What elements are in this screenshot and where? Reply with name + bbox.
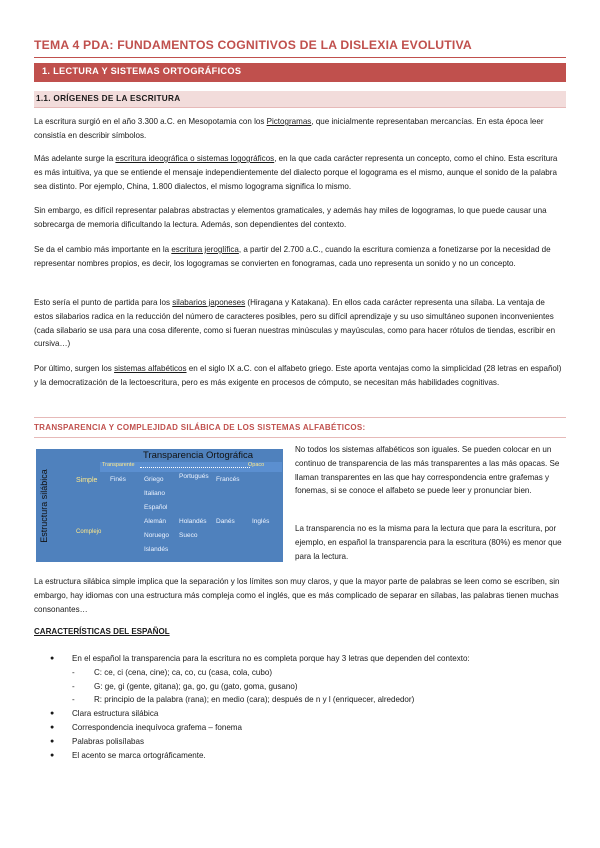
- list-item: ● El acento se marca ortográficamente.: [50, 749, 570, 763]
- text: Esto sería el punto de partida para los: [34, 298, 173, 307]
- list-item-text: En el español la transparencia para la escritura no es completa porque hay 3 letras que dependen del contexto:: [72, 654, 470, 663]
- language-label: Danés: [216, 518, 235, 525]
- language-label: Español: [144, 504, 168, 511]
- underlined-term: sistemas alfabéticos: [114, 364, 187, 373]
- underlined-term: Pictogramas: [266, 117, 312, 126]
- text: Por último, surgen los: [34, 364, 115, 373]
- paragraph-dificultades: Sin embargo, es difícil representar palabras abstractas y elementos gramaticales, y además hay miles de logogramas, lo que puede causar una sobrecarga de memoria dificultando la lectura. Además, son dependientes del contexto.: [34, 206, 547, 229]
- paragraph-alfabeticos: [34, 362, 566, 390]
- figure-label-complejo: Complejo: [76, 529, 102, 535]
- text: Más adelante surge la: [34, 154, 116, 163]
- list-item: [50, 652, 570, 707]
- sub-list-item: - R: principio de la palabra (rana); en medio (cara); después de n y l (enriquecer, alrededor): [72, 693, 570, 707]
- text: en el siglo IX a.C. con el alfabeto griego. Este aporta ventajas como la simplicidad (28 letras en español) y la democratización de la lectoescritura, pero es más exigente en procesos de cómputo, se necesitan más habilidades cognitivas.: [34, 364, 562, 387]
- underlined-term: escritura jeroglífica: [171, 245, 239, 254]
- language-label: Islandés: [144, 546, 169, 553]
- text: (Hiragana y Katakana). En ellos cada carácter representa una sílaba. La ventaja de estos silabarios radica en la reducción del número de caracteres posibles, pero su difícil aprendizaje y su uso simultáneo suponen inconvenientes (cada silabario se usa para una cosa diferente, como si fueran nuestras minúsculas y mayúsculas, como para hacer rótulos de tiendas, escribir en cursiva…): [34, 298, 556, 349]
- heading-divider-bottom: [34, 437, 566, 438]
- sub-list: [72, 666, 570, 707]
- language-label: Sueco: [179, 532, 198, 539]
- language-label: Italiano: [144, 490, 165, 497]
- paragraph-jeroglifica: [34, 243, 566, 271]
- text: , a partir del 2.700 a.C., cuando la escritura comienza a fonetizarse por la necesidad de representar nombres propios, es decir, los logogramas se convierten en fonogramas, cada uno representa un sonido y no un concepto.: [34, 245, 551, 268]
- paragraph-pictogramas: [34, 115, 566, 143]
- heading-divider-top: [34, 417, 566, 418]
- section-title: 1. LECTURA Y SISTEMAS ORTOGRÁFICOS: [42, 66, 242, 76]
- language-label: Francés: [216, 476, 240, 483]
- paragraph-estructura-silabica: La estructura silábica simple implica que la separación y los límites son muy claros, y que la mayor parte de palabras se leen como se escriben, sin embargo, hay idiomas con una estructura más compleja como el inglés, que es más complicado de separar en sílabas, las palabras tienen muchas consonantes…: [34, 577, 560, 614]
- figure-label-opaco: Opaco: [248, 462, 265, 468]
- sub-list-item: - C: ce, ci (cena, cine); ca, co, cu (casa, cola, cubo): [72, 666, 570, 680]
- text: , que inicialmente representaban mercancías. En esta época leer consistía en describir símbolos.: [34, 117, 544, 140]
- subsection-header: [34, 91, 566, 108]
- list-item: ● Clara estructura silábica: [50, 707, 570, 721]
- list-item: ● Correspondencia inequívoca grafema – fonema: [50, 721, 570, 735]
- characteristics-list: [50, 652, 570, 762]
- figure-vertical-label: Estructura silábica: [39, 469, 49, 543]
- paragraph-transparencia-escritura: La transparencia no es la misma para la lectura que para la escritura, por ejemplo, en español la transparencia para la escritura (80%) es menor que para la lectura.: [295, 524, 562, 561]
- subsection-title: 1.1. ORÍGENES DE LA ESCRITURA: [36, 94, 181, 103]
- underlined-term: silabarios japoneses: [172, 298, 246, 307]
- language-label: Noruego: [144, 532, 169, 539]
- paragraph-transparencia: No todos los sistemas alfabéticos son iguales. Se pueden colocar en un continuo de transparencia de las más transparentes a las más opacas. Se llaman transparentes en las que hay correspondencia entre grafemas y fonemas, si se conoce el alfabeto se puede leer y pronunciar bien.: [295, 445, 560, 496]
- figure-title: Transparencia Ortográfica: [143, 450, 254, 461]
- paragraph-ideografica: [34, 152, 566, 193]
- figure-label-transparente: Transparente: [102, 462, 135, 468]
- text: La escritura surgió en el año 3.300 a.C. en Mesopotamia con los: [34, 117, 267, 126]
- text: Se da el cambio más importante en la: [34, 245, 172, 254]
- language-label: Portugués: [179, 473, 209, 480]
- language-label: Holandés: [179, 518, 207, 525]
- section-header: [34, 63, 566, 82]
- section-heading-transparencia: TRANSPARENCIA Y COMPLEJIDAD SILÁBICA DE LOS SISTEMAS ALFABÉTICOS:: [34, 423, 366, 432]
- characteristics-title: CARACTERÍSTICAS DEL ESPAÑOL: [34, 627, 170, 636]
- text: , en la que cada carácter representa un concepto, como el chino. Esta escritura es más intuitiva, ya que se entiende el mensaje independientemente del dialecto porque el logograma es el mismo, aunque el sonido de la palabra sea distinto. Por ejemplo, China, 1.800 dialectos, el mismo logograma significa lo mismo.: [34, 154, 558, 191]
- figure-label-simple: Simple: [76, 477, 98, 484]
- document-title: TEMA 4 PDA: FUNDAMENTOS COGNITIVOS DE LA DISLEXIA EVOLUTIVA: [34, 38, 472, 52]
- orthographic-transparency-figure: [36, 449, 283, 562]
- language-label: Inglés: [252, 518, 270, 525]
- language-label: Finés: [110, 476, 126, 483]
- figure-axis-line: [140, 467, 250, 468]
- language-label: Griego: [144, 476, 164, 483]
- sub-list-item: - G: ge, gi (gente, gitana); ga, go, gu (gato, goma, gusano): [72, 680, 570, 694]
- underlined-term: escritura ideográfica o sistemas logográficos: [115, 154, 275, 163]
- language-label: Alemán: [144, 518, 167, 525]
- list-item: ● Palabras polisílabas: [50, 735, 570, 749]
- title-divider: [34, 57, 566, 58]
- paragraph-silabarios: [34, 296, 566, 351]
